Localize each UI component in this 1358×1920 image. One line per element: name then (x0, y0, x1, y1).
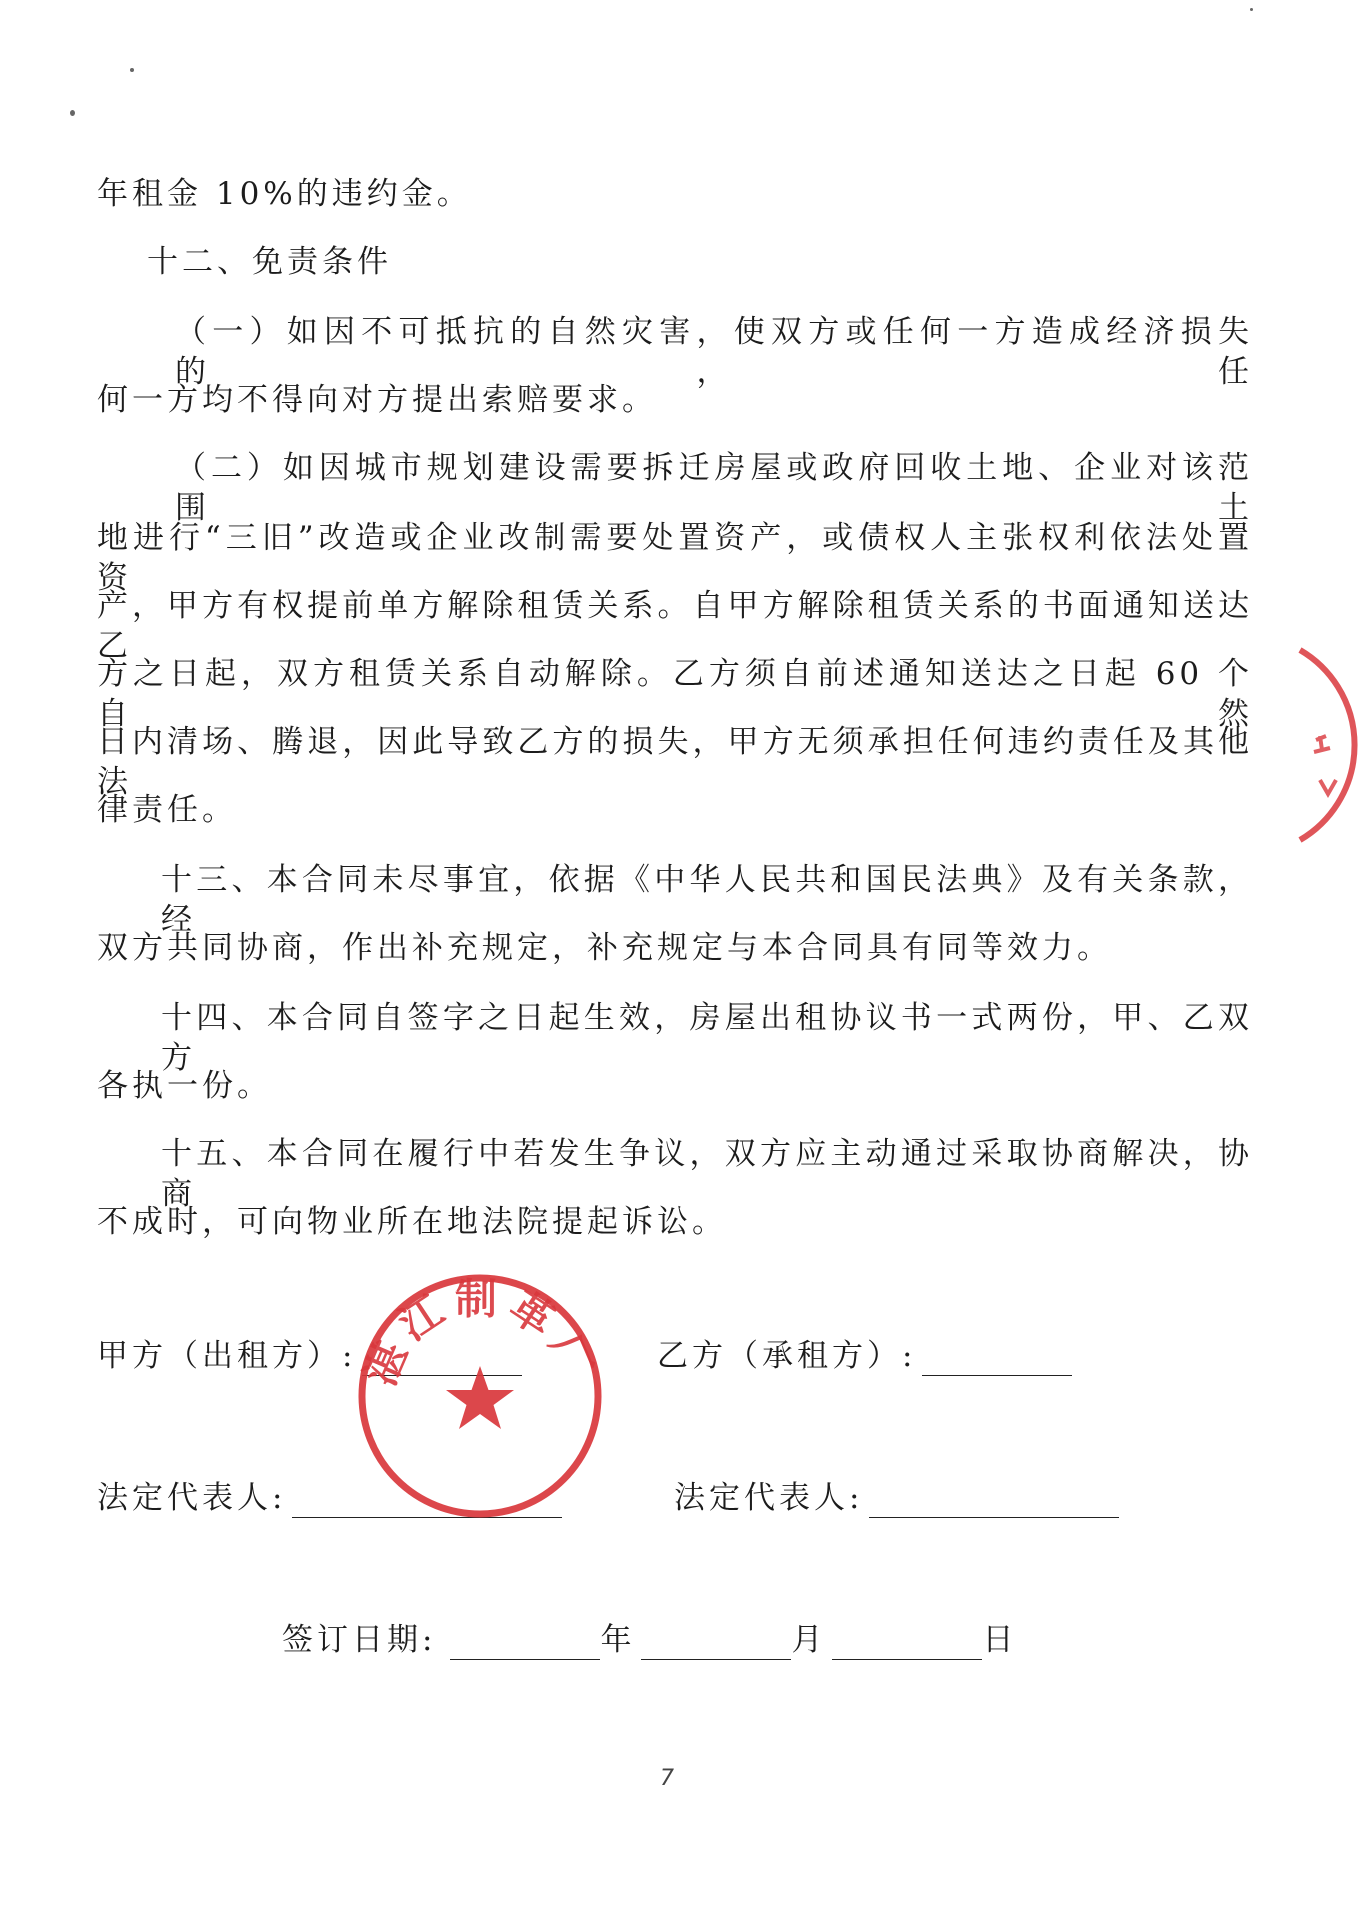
rep-b-label: 法定代表人: (674, 1480, 864, 1516)
party-b-signature (657, 1336, 1072, 1376)
scan-speck (70, 110, 75, 116)
section-heading: 十二、免责条件 (147, 244, 392, 280)
body-line: 产，甲方有权提前单方解除租赁关系。自甲方解除租赁关系的书面通知送达乙 (97, 588, 1253, 664)
body-line: 十三、本合同未尽事宜，依据《中华人民共和国民法典》及有关条款，经 (161, 862, 1253, 938)
body-line: 律责任。 (97, 792, 237, 828)
edge-seal-fragment (1290, 640, 1358, 850)
year-blank (450, 1631, 600, 1660)
body-line: 十五、本合同在履行中若发生争议，双方应主动通过采取协商解决，协商 (161, 1136, 1253, 1212)
body-line: 日内清场、腾退，因此导致乙方的损失，甲方无须承担任何违约责任及其他法 (97, 724, 1253, 800)
body-line: 方之日起，双方租赁关系自动解除。乙方须自前述通知送达之日起 60 个自然 (97, 656, 1253, 732)
body-line: 年租金 10%的违约金。 (97, 176, 472, 212)
body-line: 各执一份。 (97, 1068, 272, 1104)
body-line: 十四、本合同自签字之日起生效，房屋出租协议书一式两份，甲、乙双方 (161, 1000, 1253, 1076)
year-label: 年 (600, 1622, 636, 1658)
body-line: 地进行“三旧”改造或企业改制需要处置资产，或债权人主张权利依法处置资 (97, 520, 1253, 596)
month-blank (641, 1631, 791, 1660)
day-label: 日 (982, 1622, 1018, 1658)
sign-date (282, 1620, 1017, 1660)
rep-a-label: 法定代表人: (97, 1480, 287, 1516)
body-line: 双方共同协商，作出补充规定，补充规定与本合同具有同等效力。 (97, 930, 1112, 966)
month-label: 月 (791, 1622, 827, 1658)
date-label: 签订日期: (282, 1622, 437, 1658)
seal-text: 湛江制革厂 (355, 1274, 605, 1393)
rep-b-blank (869, 1489, 1119, 1518)
party-a-label: 甲方（出租方）: (97, 1338, 357, 1374)
scan-speck (130, 68, 134, 72)
scan-speck (1250, 8, 1253, 11)
party-b-blank (922, 1347, 1072, 1376)
day-blank (832, 1631, 982, 1660)
party-b-label: 乙方（承租方）: (657, 1338, 917, 1374)
body-line: 何一方均不得向对方提出索赔要求。 (97, 382, 657, 418)
body-line: （二）如因城市规划建设需要拆迁房屋或政府回收土地、企业对该范围土 (175, 450, 1253, 526)
page-number: 7 (660, 1766, 674, 1791)
star-icon (446, 1366, 514, 1429)
company-seal (352, 1268, 608, 1524)
body-line: 不成时，可向物业所在地法院提起诉讼。 (97, 1204, 727, 1240)
rep-b-signature (674, 1478, 1119, 1518)
body-line: （一）如因不可抵抗的自然灾害，使双方或任何一方造成经济损失的，任 (175, 314, 1253, 390)
